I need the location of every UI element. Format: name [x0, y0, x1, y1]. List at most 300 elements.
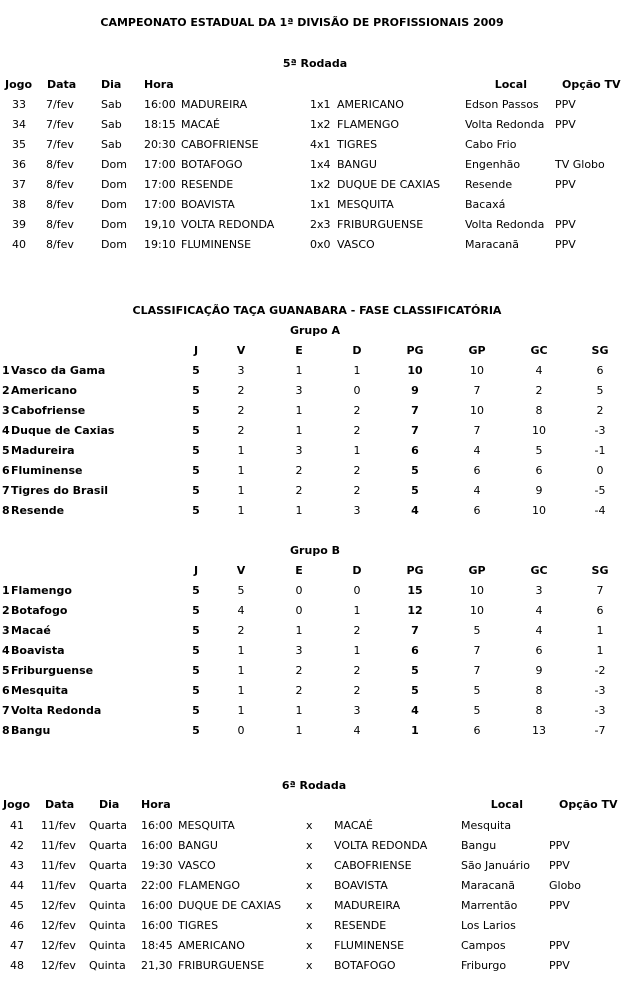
away-team: FRIBURGUENSE: [337, 218, 424, 231]
game-score: 4x1: [310, 138, 331, 151]
stat-gc: 4: [535, 624, 543, 637]
game-date: 8/fev: [46, 238, 74, 251]
stat-gc: 3: [535, 584, 543, 597]
stat-pg: 5: [411, 684, 419, 697]
stat-e: 2: [295, 664, 303, 677]
stat-j: 5: [192, 704, 200, 717]
stat-d: 1: [353, 364, 361, 377]
game-date: 12/fev: [41, 939, 76, 952]
stat-e: 2: [295, 484, 303, 497]
game-date: 11/fev: [41, 839, 76, 852]
team-position: 4: [2, 424, 10, 437]
stat-e: 1: [295, 404, 303, 417]
standings-header-row: [0, 561, 626, 581]
game-date: 12/fev: [41, 959, 76, 972]
column-header-d: D: [352, 564, 362, 577]
team-position: 5: [2, 664, 10, 677]
home-team: FLUMINENSE: [181, 238, 252, 251]
game-venue: Volta Redonda: [465, 218, 545, 231]
stat-gp: 6: [473, 504, 481, 517]
stat-gp: 10: [470, 364, 484, 377]
stat-d: 2: [353, 424, 361, 437]
stat-e: 3: [295, 644, 303, 657]
column-header-pg: PG: [406, 564, 424, 577]
stat-pg: 15: [407, 584, 423, 597]
game-venue: Resende: [465, 178, 513, 191]
team-name: Mesquita: [11, 684, 69, 697]
game-day: Sab: [101, 138, 122, 151]
stat-pg: 6: [411, 444, 419, 457]
game-number: 33: [12, 98, 26, 111]
game-time: 19:10: [144, 238, 176, 251]
game-day: Quarta: [89, 859, 127, 872]
team-name: Resende: [11, 504, 65, 517]
tv-option: PPV: [549, 899, 570, 912]
header-dia: Dia: [99, 798, 120, 811]
team-name: Americano: [11, 384, 77, 397]
game-time: 17:00: [144, 198, 176, 211]
away-team: MESQUITA: [337, 198, 394, 211]
team-position: 1: [2, 584, 10, 597]
home-team: CABOFRIENSE: [181, 138, 259, 151]
stat-gp: 6: [473, 464, 481, 477]
stat-d: 1: [353, 444, 361, 457]
game-number: 34: [12, 118, 26, 131]
game-day: Quinta: [89, 939, 126, 952]
team-name: Flamengo: [11, 584, 72, 597]
standings-row: [0, 421, 626, 441]
game-venue: Engenhão: [465, 158, 521, 171]
game-date: 8/fev: [46, 158, 74, 171]
standings-row: [0, 721, 626, 741]
header-dia: Dia: [101, 78, 122, 91]
stat-gp: 7: [473, 644, 481, 657]
game-time: 21,30: [141, 959, 173, 972]
stat-sg: -7: [594, 724, 606, 737]
stat-e: 0: [295, 584, 303, 597]
stat-v: 4: [237, 604, 245, 617]
header-hora: Hora: [144, 78, 174, 91]
round6-header-row: [0, 795, 626, 815]
away-team: VOLTA REDONDA: [334, 839, 428, 852]
standings-row: [0, 461, 626, 481]
game-day: Dom: [101, 218, 127, 231]
stat-v: 2: [237, 404, 245, 417]
game-number: 48: [10, 959, 24, 972]
game-day: Quarta: [89, 819, 127, 832]
standings-row: [0, 621, 626, 641]
game-number: 45: [10, 899, 24, 912]
game-time: 16:00: [141, 839, 173, 852]
stat-e: 2: [295, 464, 303, 477]
tv-option: PPV: [555, 98, 576, 111]
team-name: Fluminense: [11, 464, 83, 477]
game-day: Quinta: [89, 959, 126, 972]
standings-row: [0, 601, 626, 621]
stat-v: 2: [237, 624, 245, 637]
column-header-gp: GP: [468, 564, 486, 577]
stat-d: 2: [353, 404, 361, 417]
stat-e: 1: [295, 364, 303, 377]
stat-d: 3: [353, 704, 361, 717]
home-team: DUQUE DE CAXIAS: [178, 899, 282, 912]
game-time: 18:45: [141, 939, 173, 952]
stat-v: 1: [237, 484, 245, 497]
home-team: BOTAFOGO: [181, 158, 243, 171]
game-time: 18:15: [144, 118, 176, 131]
game-venue: Campos: [461, 939, 506, 952]
game-time: 16:00: [141, 899, 173, 912]
standings-row: [0, 701, 626, 721]
stat-gp: 6: [473, 724, 481, 737]
stat-sg: -5: [594, 484, 606, 497]
game-number: 39: [12, 218, 26, 231]
column-header-gc: GC: [530, 564, 548, 577]
team-position: 2: [2, 604, 10, 617]
game-venue: Bangu: [461, 839, 497, 852]
stat-j: 5: [192, 384, 200, 397]
stat-e: 1: [295, 704, 303, 717]
home-team: VASCO: [178, 859, 216, 872]
game-date: 11/fev: [41, 879, 76, 892]
stat-j: 5: [192, 404, 200, 417]
column-header-gp: GP: [468, 344, 486, 357]
stat-v: 1: [237, 684, 245, 697]
team-name: Tigres do Brasil: [11, 484, 108, 497]
team-position: 7: [2, 484, 10, 497]
game-row: [0, 896, 626, 916]
game-row: [0, 215, 626, 235]
stat-sg: -1: [594, 444, 606, 457]
column-header-v: V: [236, 344, 246, 357]
home-team: VOLTA REDONDA: [181, 218, 275, 231]
stat-gp: 7: [473, 384, 481, 397]
stat-sg: 7: [596, 584, 604, 597]
stat-gp: 7: [473, 424, 481, 437]
team-position: 3: [2, 624, 10, 637]
game-time: 17:00: [144, 158, 176, 171]
column-header-d: D: [352, 344, 362, 357]
stat-pg: 1: [411, 724, 419, 737]
stat-gp: 10: [470, 584, 484, 597]
game-score: x: [306, 939, 313, 952]
stat-gp: 7: [473, 664, 481, 677]
game-date: 7/fev: [46, 138, 74, 151]
stat-e: 1: [295, 504, 303, 517]
stat-j: 5: [192, 464, 200, 477]
game-time: 22:00: [141, 879, 173, 892]
away-team: RESENDE: [334, 919, 387, 932]
standings-row: [0, 501, 626, 521]
stat-e: 3: [295, 384, 303, 397]
game-day: Quinta: [89, 899, 126, 912]
game-time: 16:00: [141, 919, 173, 932]
home-team: MESQUITA: [178, 819, 235, 832]
header-hora: Hora: [141, 798, 171, 811]
stat-pg: 10: [407, 364, 423, 377]
away-team: AMERICANO: [337, 98, 404, 111]
header-data: Data: [47, 78, 77, 91]
game-row: [0, 175, 626, 195]
team-position: 1: [2, 364, 10, 377]
team-name: Bangu: [11, 724, 51, 737]
stat-gp: 5: [473, 624, 481, 637]
game-day: Dom: [101, 178, 127, 191]
stat-gc: 10: [532, 504, 546, 517]
stat-j: 5: [192, 664, 200, 677]
game-row: [0, 856, 626, 876]
stat-j: 5: [192, 484, 200, 497]
away-team: MADUREIRA: [334, 899, 401, 912]
stat-d: 1: [353, 604, 361, 617]
column-header-j: J: [193, 564, 199, 577]
stat-gc: 8: [535, 404, 543, 417]
game-day: Sab: [101, 98, 122, 111]
stat-gp: 5: [473, 684, 481, 697]
game-score: 0x0: [310, 238, 331, 251]
stat-d: 2: [353, 464, 361, 477]
stat-j: 5: [192, 584, 200, 597]
team-name: Cabofriense: [11, 404, 86, 417]
game-day: Quarta: [89, 879, 127, 892]
stat-sg: 5: [596, 384, 604, 397]
game-row: [0, 836, 626, 856]
game-date: 8/fev: [46, 198, 74, 211]
game-time: 17:00: [144, 178, 176, 191]
stat-pg: 5: [411, 484, 419, 497]
stat-e: 1: [295, 724, 303, 737]
game-row: [0, 195, 626, 215]
standings-row: [0, 361, 626, 381]
team-name: Boavista: [11, 644, 65, 657]
game-score: 1x1: [310, 98, 331, 111]
stat-gp: 10: [470, 404, 484, 417]
game-number: 38: [12, 198, 26, 211]
away-team: FLUMINENSE: [334, 939, 405, 952]
column-header-sg: SG: [591, 564, 609, 577]
stat-v: 0: [237, 724, 245, 737]
standings-row: [0, 401, 626, 421]
away-team: MACAÉ: [334, 819, 373, 832]
standings-header-row: [0, 341, 626, 361]
team-position: 4: [2, 644, 10, 657]
game-score: x: [306, 839, 313, 852]
stat-pg: 6: [411, 644, 419, 657]
game-number: 35: [12, 138, 26, 151]
stat-sg: 6: [596, 364, 604, 377]
column-header-sg: SG: [591, 344, 609, 357]
tv-option: PPV: [555, 218, 576, 231]
tv-option: PPV: [549, 959, 570, 972]
game-number: 36: [12, 158, 26, 171]
away-team: BANGU: [337, 158, 377, 171]
game-time: 16:00: [144, 98, 176, 111]
game-date: 7/fev: [46, 118, 74, 131]
game-score: 1x4: [310, 158, 331, 171]
game-row: [0, 95, 626, 115]
stat-gc: 6: [535, 644, 543, 657]
stat-v: 2: [237, 384, 245, 397]
game-venue: Friburgo: [461, 959, 507, 972]
away-team: BOTAFOGO: [334, 959, 396, 972]
game-number: 42: [10, 839, 24, 852]
away-team: VASCO: [337, 238, 375, 251]
stat-sg: 2: [596, 404, 604, 417]
stat-sg: -3: [594, 424, 606, 437]
home-team: BANGU: [178, 839, 218, 852]
game-day: Quinta: [89, 919, 126, 932]
header-jogo: Jogo: [3, 798, 31, 811]
stat-sg: 0: [596, 464, 604, 477]
team-position: 3: [2, 404, 10, 417]
game-number: 46: [10, 919, 24, 932]
stat-d: 0: [353, 584, 361, 597]
stat-d: 2: [353, 664, 361, 677]
stat-e: 1: [295, 624, 303, 637]
team-position: 8: [2, 504, 10, 517]
stat-sg: 6: [596, 604, 604, 617]
stat-gp: 10: [470, 604, 484, 617]
game-score: x: [306, 919, 313, 932]
stat-gc: 13: [532, 724, 546, 737]
stat-e: 1: [295, 424, 303, 437]
game-score: x: [306, 819, 313, 832]
home-team: TIGRES: [178, 919, 219, 932]
stat-j: 5: [192, 444, 200, 457]
tv-option: PPV: [555, 238, 576, 251]
game-date: 12/fev: [41, 919, 76, 932]
team-name: Vasco da Gama: [11, 364, 106, 377]
column-header-j: J: [193, 344, 199, 357]
team-position: 6: [2, 684, 10, 697]
stat-v: 3: [237, 364, 245, 377]
home-team: BOAVISTA: [181, 198, 235, 211]
stat-gc: 10: [532, 424, 546, 437]
home-team: FRIBURGUENSE: [178, 959, 265, 972]
tv-option: TV Globo: [555, 158, 605, 171]
classification-title: CLASSIFICAÇÃO TAÇA GUANABARA - FASE CLASSIFICATÓRIA: [132, 304, 502, 317]
game-date: 11/fev: [41, 859, 76, 872]
game-number: 44: [10, 879, 24, 892]
team-position: 2: [2, 384, 10, 397]
stat-j: 5: [192, 644, 200, 657]
stat-v: 1: [237, 444, 245, 457]
stat-gc: 9: [535, 664, 543, 677]
game-score: 2x3: [310, 218, 331, 231]
game-score: 1x2: [310, 178, 331, 191]
tv-option: PPV: [549, 839, 570, 852]
game-day: Dom: [101, 198, 127, 211]
stat-d: 2: [353, 684, 361, 697]
stat-v: 5: [237, 584, 245, 597]
game-number: 47: [10, 939, 24, 952]
tv-option: PPV: [549, 859, 570, 872]
header-tv: Opção TV: [562, 78, 621, 91]
stat-e: 2: [295, 684, 303, 697]
group-title: Grupo B: [290, 544, 340, 557]
team-name: Madureira: [11, 444, 75, 457]
team-name: Volta Redonda: [11, 704, 102, 717]
game-number: 43: [10, 859, 24, 872]
round6-title: 6ª Rodada: [281, 779, 347, 792]
game-number: 37: [12, 178, 26, 191]
column-header-v: V: [236, 564, 246, 577]
stat-pg: 12: [407, 604, 423, 617]
home-team: RESENDE: [181, 178, 234, 191]
game-day: Sab: [101, 118, 122, 131]
game-venue: Cabo Frio: [465, 138, 517, 151]
header-local: Local: [494, 78, 527, 91]
game-row: [0, 916, 626, 936]
game-venue: Marrentão: [461, 899, 518, 912]
game-number: 40: [12, 238, 26, 251]
standings-row: [0, 661, 626, 681]
stat-j: 5: [192, 604, 200, 617]
header-tv: Opção TV: [559, 798, 618, 811]
stat-d: 3: [353, 504, 361, 517]
team-position: 5: [2, 444, 10, 457]
standings-row: [0, 681, 626, 701]
game-row: [0, 816, 626, 836]
game-day: Dom: [101, 238, 127, 251]
game-day: Quarta: [89, 839, 127, 852]
stat-sg: -2: [594, 664, 606, 677]
team-name: Botafogo: [11, 604, 68, 617]
stat-j: 5: [192, 364, 200, 377]
stat-d: 2: [353, 484, 361, 497]
game-time: 19,10: [144, 218, 176, 231]
home-team: MADUREIRA: [181, 98, 248, 111]
game-venue: Volta Redonda: [465, 118, 545, 131]
away-team: DUQUE DE CAXIAS: [337, 178, 441, 191]
stat-d: 1: [353, 644, 361, 657]
game-time: 19:30: [141, 859, 173, 872]
home-team: MACAÉ: [181, 118, 220, 131]
game-row: [0, 235, 626, 255]
header-local: Local: [490, 798, 523, 811]
stat-j: 5: [192, 684, 200, 697]
column-header-gc: GC: [530, 344, 548, 357]
stat-gc: 5: [535, 444, 543, 457]
game-venue: Bacaxá: [465, 198, 506, 211]
stat-j: 5: [192, 624, 200, 637]
game-venue: São Januário: [461, 859, 530, 872]
stat-gc: 9: [535, 484, 543, 497]
page-title: CAMPEONATO ESTADUAL DA 1ª DIVISÃO DE PROFISSIONAIS 2009: [100, 16, 504, 29]
stat-gp: 5: [473, 704, 481, 717]
stat-pg: 4: [411, 504, 419, 517]
game-row: [0, 135, 626, 155]
stat-v: 1: [237, 464, 245, 477]
game-date: 8/fev: [46, 218, 74, 231]
standings-row: [0, 481, 626, 501]
stat-j: 5: [192, 504, 200, 517]
game-venue: Mesquita: [461, 819, 512, 832]
stat-sg: -3: [594, 704, 606, 717]
stat-v: 1: [237, 504, 245, 517]
tv-option: PPV: [555, 178, 576, 191]
stat-gc: 6: [535, 464, 543, 477]
away-team: FLAMENGO: [337, 118, 400, 131]
stat-sg: 1: [596, 644, 604, 657]
stat-j: 5: [192, 724, 200, 737]
team-position: 7: [2, 704, 10, 717]
stat-gc: 4: [535, 364, 543, 377]
game-score: x: [306, 959, 313, 972]
stat-pg: 7: [411, 404, 419, 417]
stat-sg: 1: [596, 624, 604, 637]
team-position: 8: [2, 724, 10, 737]
